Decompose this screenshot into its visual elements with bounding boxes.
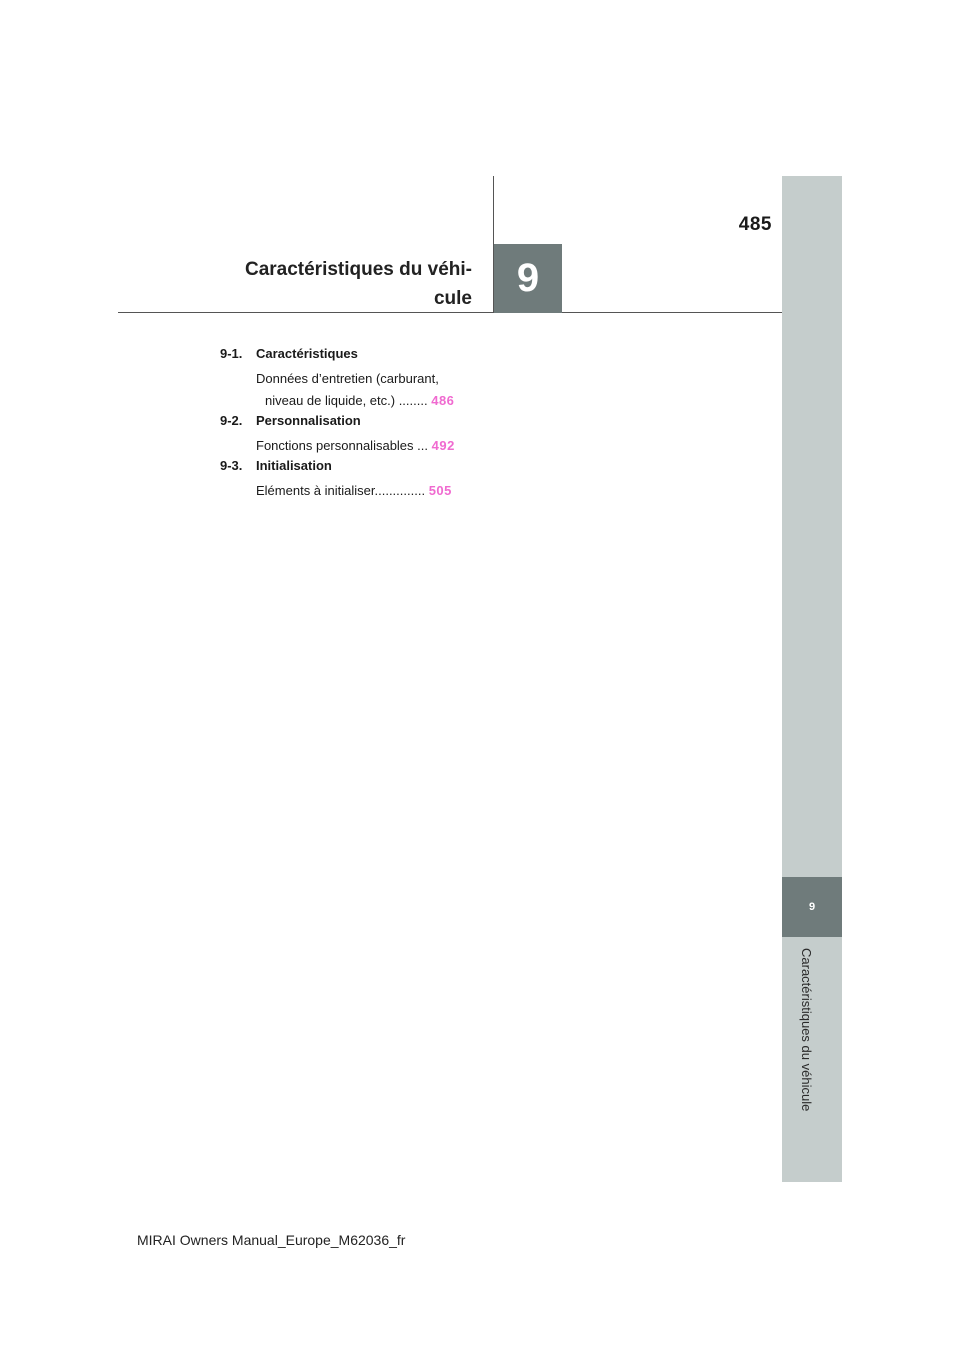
footer-manual-id: MIRAI Owners Manual_Europe_M62036_fr: [137, 1232, 406, 1248]
table-of-contents: [220, 346, 470, 503]
toc-entry[interactable]: [220, 435, 470, 457]
toc-entry-text: Données d’entretien (carburant,: [256, 371, 439, 386]
toc-section-title: Personnalisation: [256, 413, 361, 428]
chapter-number-box: [494, 244, 562, 313]
toc-entry[interactable]: [220, 480, 470, 502]
toc-entry-text: Fonctions personnalisables ...: [256, 438, 428, 453]
toc-section-number: 9-2.: [220, 413, 243, 428]
toc-section-heading: [220, 413, 470, 435]
toc-section-number: 9-1.: [220, 346, 243, 361]
toc-entry[interactable]: [220, 368, 470, 412]
side-chapter-tab[interactable]: [782, 877, 842, 937]
chapter-number: 9: [516, 256, 540, 300]
toc-page-link[interactable]: 505: [428, 483, 452, 498]
toc-section-heading: [220, 346, 470, 368]
chapter-title-line2: cule: [433, 288, 472, 309]
toc-section-title: Caractéristiques: [256, 346, 358, 361]
side-chapter-label: Caractéristiques du véhicule: [799, 948, 814, 1112]
chapter-title: [200, 255, 472, 313]
chapter-title-line1: Caractéristiques du véhi-: [244, 259, 472, 280]
side-chapter-number: 9: [808, 901, 816, 913]
toc-section-heading: [220, 458, 470, 480]
toc-entry-text: Eléments à initialiser..............: [256, 483, 426, 498]
toc-page-link[interactable]: 492: [431, 438, 455, 453]
page-number: 485: [738, 214, 772, 235]
toc-page-link[interactable]: 486: [431, 393, 455, 408]
toc-section-number: 9-3.: [220, 458, 243, 473]
toc-section-title: Initialisation: [256, 458, 332, 473]
toc-entry-text-cont: niveau de liquide, etc.) ........: [265, 393, 428, 408]
